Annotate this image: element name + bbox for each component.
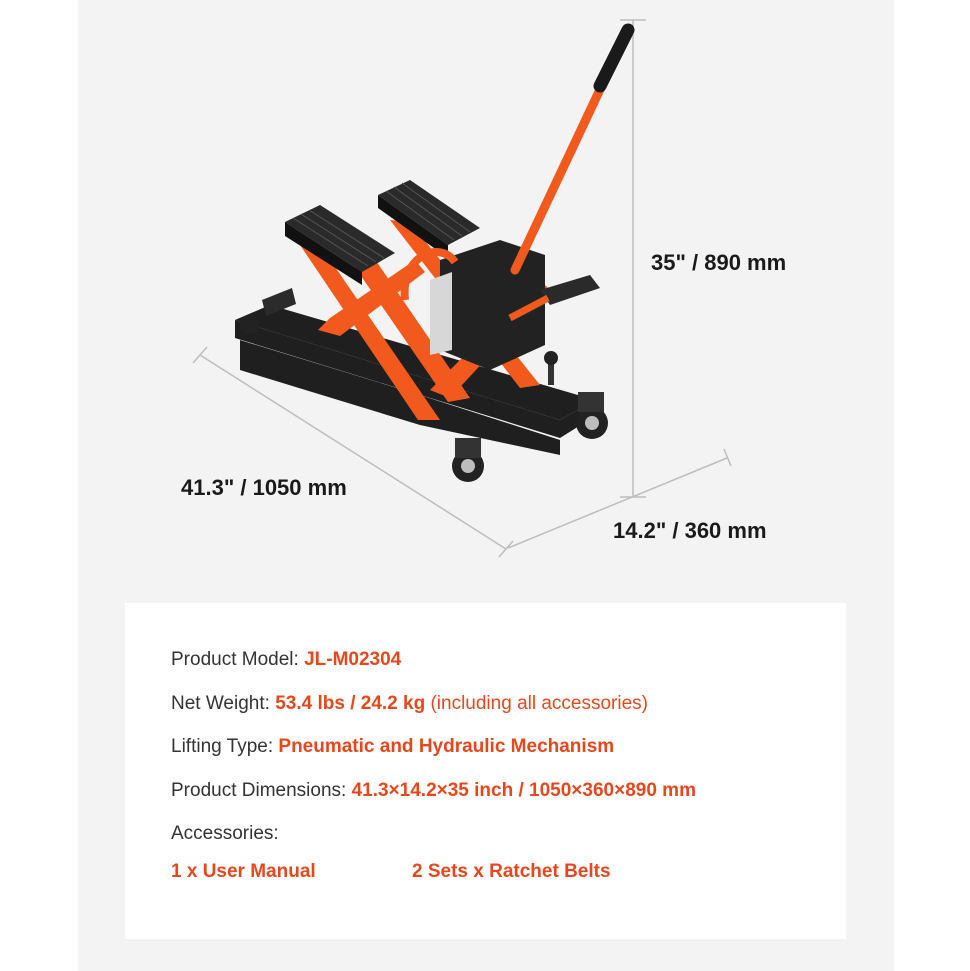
product-model-value: JL-M02304 xyxy=(304,649,402,670)
product-dimensions-value: 41.3×14.2×35 inch / 1050×360×890 mm xyxy=(351,780,696,801)
lifting-type-value: Pneumatic and Hydraulic Mechanism xyxy=(278,736,615,757)
accessories-label: Accessories: xyxy=(171,823,279,844)
width-dimension-label: 14.2" / 360 mm xyxy=(613,518,767,543)
accessory-item-user-manual: 1 x User Manual xyxy=(171,861,316,882)
net-weight-note: (including all accessories) xyxy=(425,693,649,714)
release-knob xyxy=(544,351,558,385)
pump-handle xyxy=(515,30,628,270)
lifting-type-row xyxy=(171,736,614,758)
product-model-label: Product Model: xyxy=(171,649,305,670)
net-weight-label: Net Weight: xyxy=(171,693,276,714)
lifting-type-label: Lifting Type: xyxy=(171,736,279,757)
net-weight-row xyxy=(171,693,648,715)
product-dimensions-label: Product Dimensions: xyxy=(171,780,352,801)
length-dimension-label: 41.3" / 1050 mm xyxy=(181,475,347,500)
accessory-item-ratchet-belts: 2 Sets x Ratchet Belts xyxy=(412,861,611,882)
specs-card xyxy=(125,603,846,939)
product-dimensions-row xyxy=(171,780,696,802)
height-dimension-label: 35" / 890 mm xyxy=(651,250,787,275)
net-weight-value: 53.4 lbs / 24.2 kg xyxy=(275,693,426,714)
product-model-row xyxy=(171,649,401,671)
